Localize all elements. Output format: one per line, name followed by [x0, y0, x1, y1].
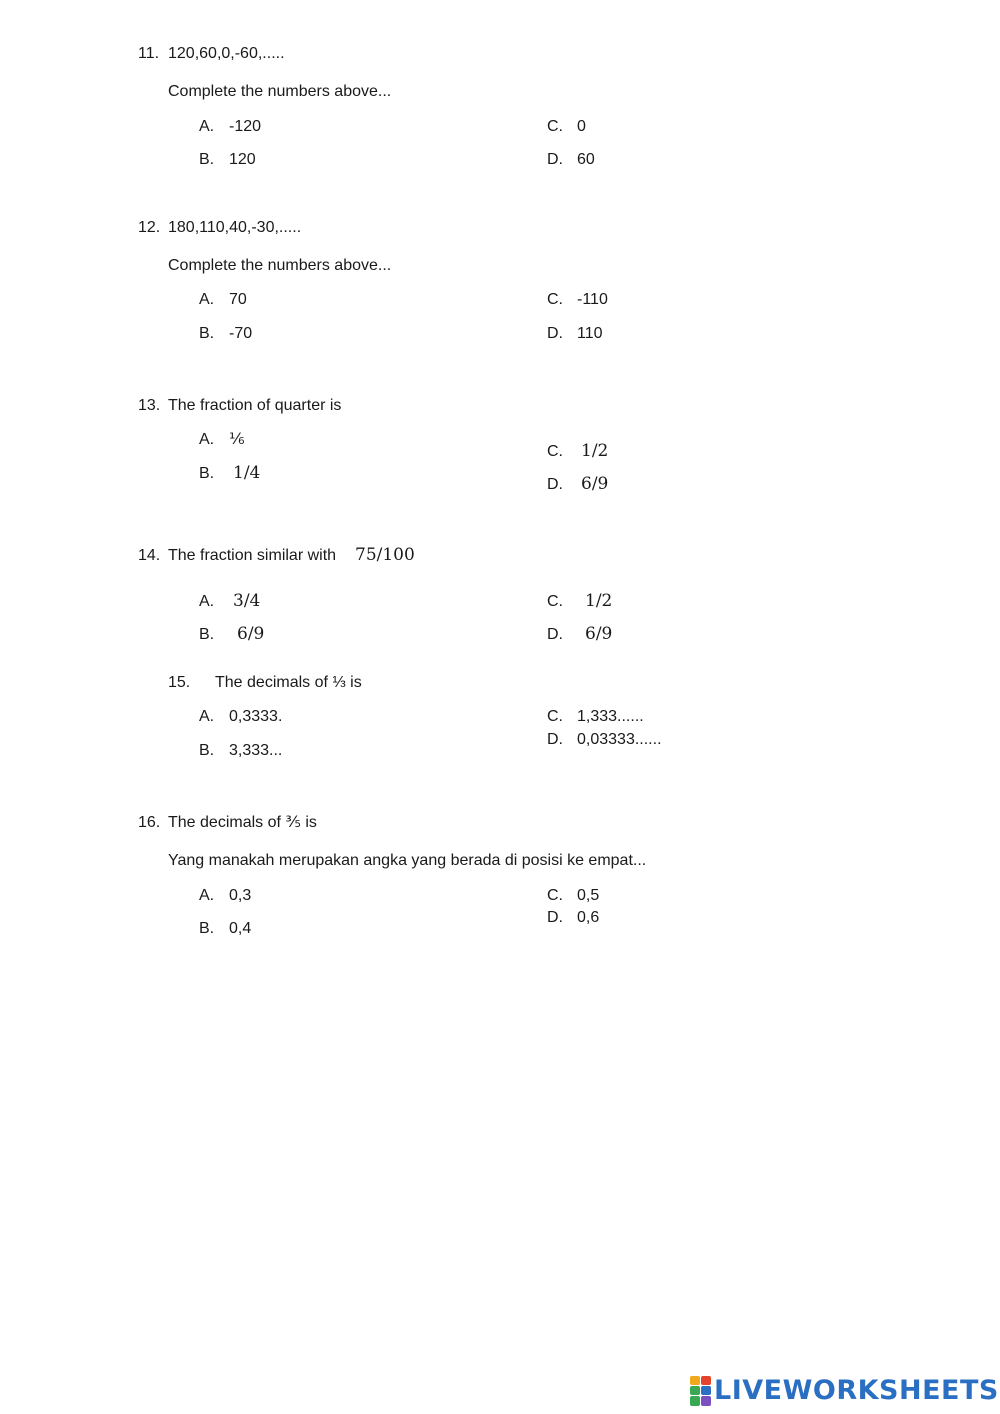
- question-stem: The decimals of ⅗ is: [168, 814, 317, 831]
- option-d[interactable]: 0,6: [577, 909, 600, 926]
- question-instruction: Complete the numbers above...: [168, 83, 392, 100]
- option-b[interactable]: -70: [229, 325, 253, 342]
- option-letter: A.: [199, 291, 215, 308]
- option-d[interactable]: 60: [577, 151, 595, 168]
- question-number: 14.: [138, 547, 161, 564]
- option-b[interactable]: 3,333...: [229, 742, 283, 759]
- question-number: 15.: [168, 674, 191, 691]
- option-d[interactable]: 0,03333......: [577, 731, 662, 748]
- option-b[interactable]: 6/9: [237, 624, 265, 644]
- option-d[interactable]: 110: [577, 325, 603, 342]
- option-letter: D.: [547, 151, 563, 168]
- option-letter: C.: [547, 708, 563, 725]
- option-letter: D.: [547, 325, 563, 342]
- option-letter: A.: [199, 708, 215, 725]
- option-b[interactable]: 0,4: [229, 920, 252, 937]
- liveworksheets-logo-text: LIVEWORKSHEETS: [714, 1374, 999, 1406]
- option-b[interactable]: 120: [229, 151, 256, 168]
- question-stem: The fraction similar with: [168, 547, 337, 564]
- option-letter: A.: [199, 593, 215, 610]
- option-a[interactable]: 3/4: [233, 591, 261, 611]
- option-letter: A.: [199, 118, 215, 135]
- option-letter: A.: [199, 887, 215, 904]
- question-number: 11.: [138, 45, 160, 62]
- option-letter: D.: [547, 731, 563, 748]
- option-c[interactable]: 1,333......: [577, 708, 644, 725]
- option-a[interactable]: ⅙: [229, 431, 245, 448]
- option-a[interactable]: 0,3: [229, 887, 252, 904]
- liveworksheets-logo-icon: [690, 1376, 710, 1404]
- option-c[interactable]: 0: [577, 118, 586, 135]
- option-letter: B.: [199, 626, 215, 643]
- option-letter: B.: [199, 465, 215, 482]
- option-letter: D.: [547, 626, 563, 643]
- option-a[interactable]: 70: [229, 291, 247, 308]
- question-stem: 120,60,0,-60,.....: [168, 45, 285, 62]
- question-instruction: Complete the numbers above...: [168, 257, 392, 274]
- question-number: 13.: [138, 397, 161, 414]
- option-d[interactable]: 6/9: [581, 474, 609, 494]
- option-a[interactable]: -120: [229, 118, 262, 135]
- question-stem: The decimals of ⅓ is: [215, 674, 362, 691]
- option-letter: A.: [199, 431, 215, 448]
- option-b[interactable]: 1/4: [233, 463, 261, 483]
- option-letter: B.: [199, 151, 215, 168]
- option-letter: B.: [199, 742, 215, 759]
- liveworksheets-logo[interactable]: [690, 1374, 999, 1406]
- question-number: 12.: [138, 219, 161, 236]
- question-stem: 180,110,40,-30,.....: [168, 219, 302, 236]
- question-stem-fraction: 75/100: [355, 545, 415, 565]
- option-d[interactable]: 6/9: [585, 624, 613, 644]
- option-letter: C.: [547, 887, 563, 904]
- option-letter: D.: [547, 909, 563, 926]
- option-letter: C.: [547, 593, 563, 610]
- option-letter: D.: [547, 476, 563, 493]
- question-number: 16.: [138, 814, 161, 831]
- option-c[interactable]: -110: [577, 291, 608, 308]
- option-a[interactable]: 0,3333.: [229, 708, 283, 725]
- option-letter: C.: [547, 118, 563, 135]
- option-c[interactable]: 0,5: [577, 887, 600, 904]
- option-letter: C.: [547, 443, 563, 460]
- option-letter: B.: [199, 325, 215, 342]
- option-c[interactable]: 1/2: [581, 441, 609, 461]
- option-letter: B.: [199, 920, 215, 937]
- question-instruction: Yang manakah merupakan angka yang berada di posisi ke empat...: [168, 852, 647, 869]
- question-stem: The fraction of quarter is: [168, 397, 342, 414]
- option-letter: C.: [547, 291, 563, 308]
- option-c[interactable]: 1/2: [585, 591, 613, 611]
